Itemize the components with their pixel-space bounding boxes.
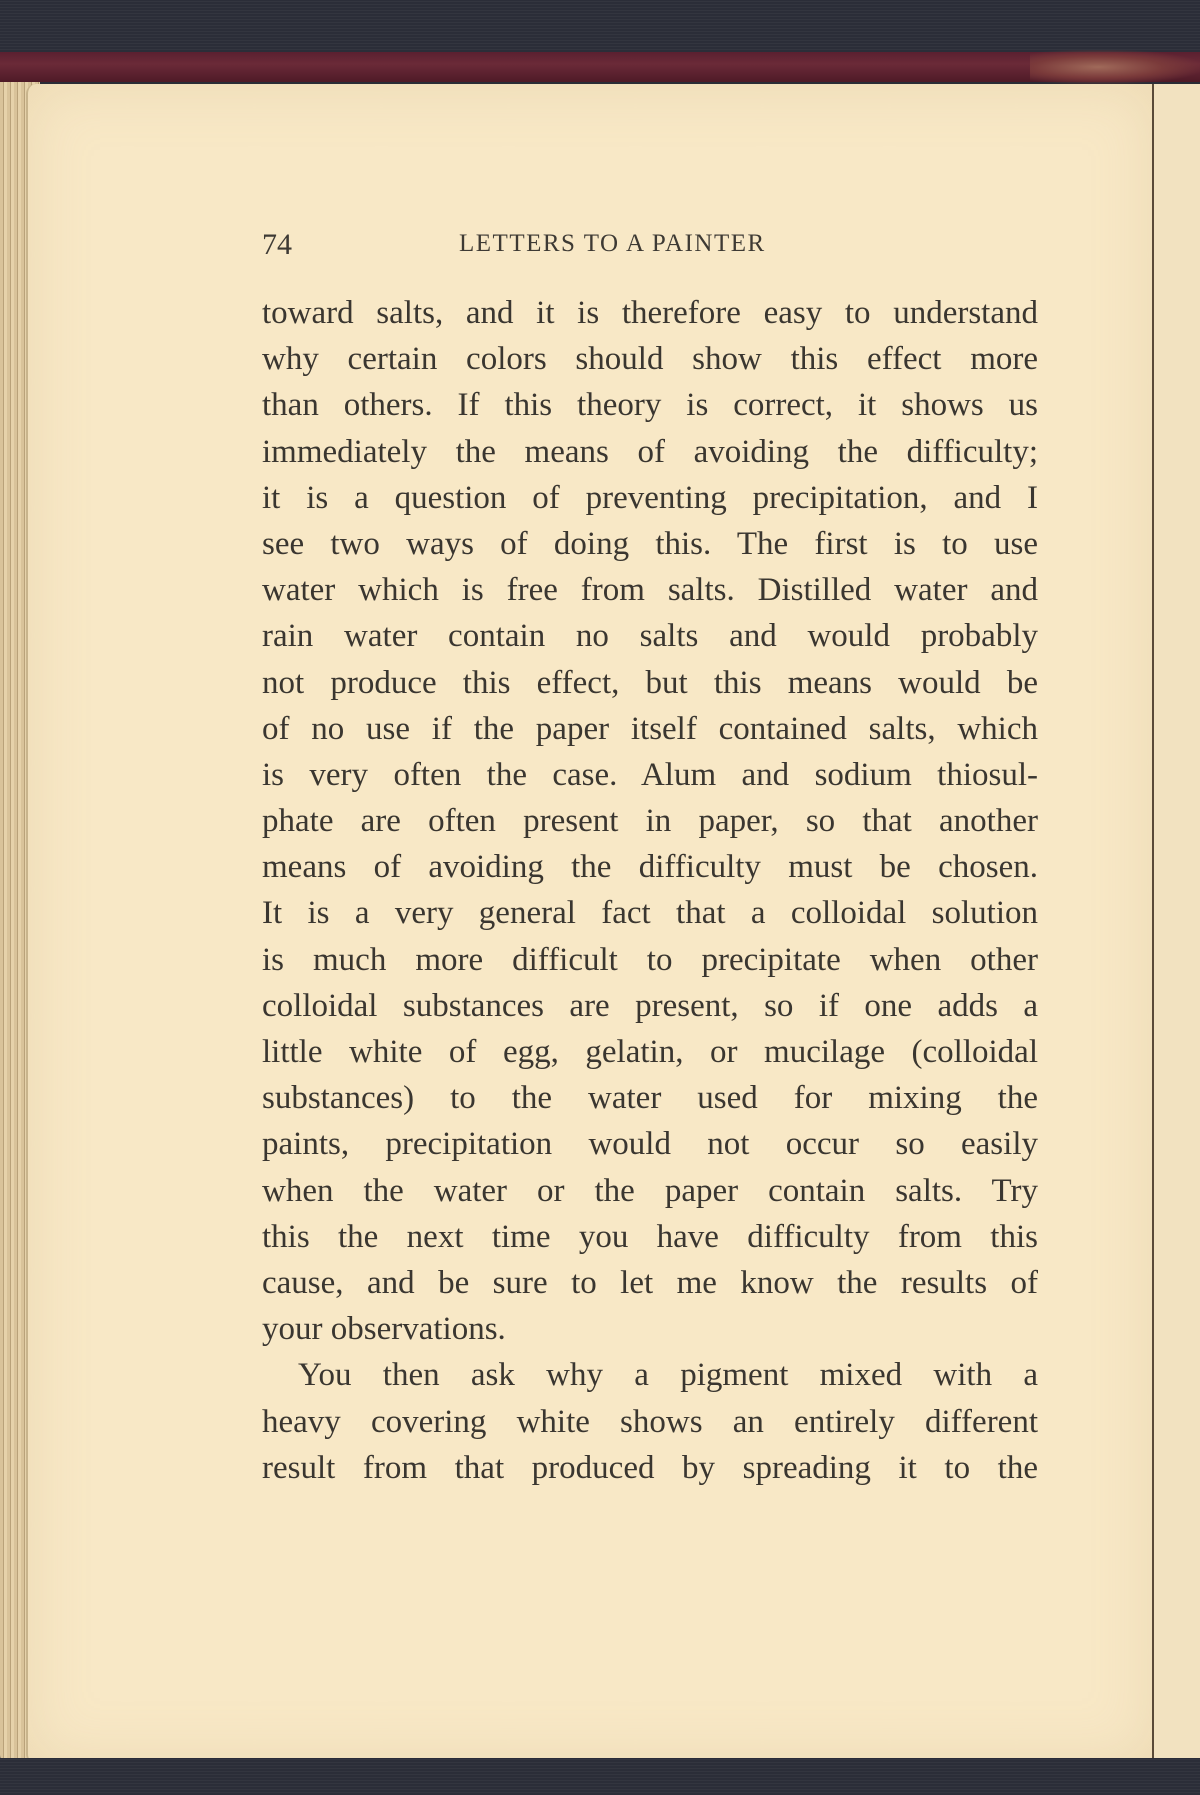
page-number: 74: [262, 228, 292, 261]
text-line: heavy covering white shows an entirely different: [262, 1403, 1038, 1440]
text-line: than others. If this theory is correct, it shows us: [262, 387, 1038, 424]
text-line: of no use if the paper itself contained salts, which: [262, 710, 1038, 747]
book-cover-cloth-bottom: [0, 1758, 1200, 1795]
text-line: why certain colors should show this effect more: [262, 341, 1038, 378]
text-line: it is a question of preventing precipitation, and I: [262, 479, 1038, 516]
text-line: immediately the means of avoiding the difficulty;: [262, 433, 1038, 470]
text-line: phate are often present in paper, so that another: [262, 803, 1038, 840]
text-line: toward salts, and it is therefore easy to understand: [262, 295, 1038, 331]
text-line: little white of egg, gelatin, or mucilage (colloidal: [262, 1034, 1038, 1070]
text-line: this the next time you have difficulty from this: [262, 1218, 1038, 1255]
text-line: You then ask why a pigment mixed with a: [298, 1357, 1038, 1394]
text-line: means of avoiding the difficulty must be chosen.: [262, 849, 1038, 886]
running-title: LETTERS TO A PAINTER: [459, 230, 766, 257]
text-line: when the water or the paper contain salts. Try: [262, 1172, 1038, 1209]
running-header: [0, 226, 1200, 266]
text-line: It is a very general fact that a colloidal solution: [262, 895, 1038, 932]
text-line: cause, and be sure to let me know the results of: [262, 1264, 1038, 1301]
text-line: is very often the case. Alum and sodium thiosul-: [262, 756, 1038, 793]
text-line: water which is free from salts. Distilled water and: [262, 572, 1038, 609]
text-line: not produce this effect, but this means would be: [262, 664, 1038, 701]
book-spine-band: [0, 52, 1200, 82]
book-cover-cloth-top: [0, 0, 1200, 52]
text-line: see two ways of doing this. The first is to use: [262, 525, 1038, 562]
text-line: substances) to the water used for mixing the: [262, 1080, 1038, 1117]
text-line: colloidal substances are present, so if one adds a: [262, 987, 1038, 1024]
adjacent-page-edge: [1154, 84, 1200, 1764]
text-line: your observations.: [262, 1311, 506, 1348]
spine-wear-mark: [1030, 50, 1200, 84]
text-line: rain water contain no salts and would probably: [262, 618, 1038, 655]
text-line: paints, precipitation would not occur so easily: [262, 1126, 1038, 1163]
body-text: [262, 290, 1038, 1491]
text-line: result from that produced by spreading it to the: [262, 1449, 1038, 1486]
text-line: is much more difficult to precipitate when other: [262, 941, 1038, 978]
